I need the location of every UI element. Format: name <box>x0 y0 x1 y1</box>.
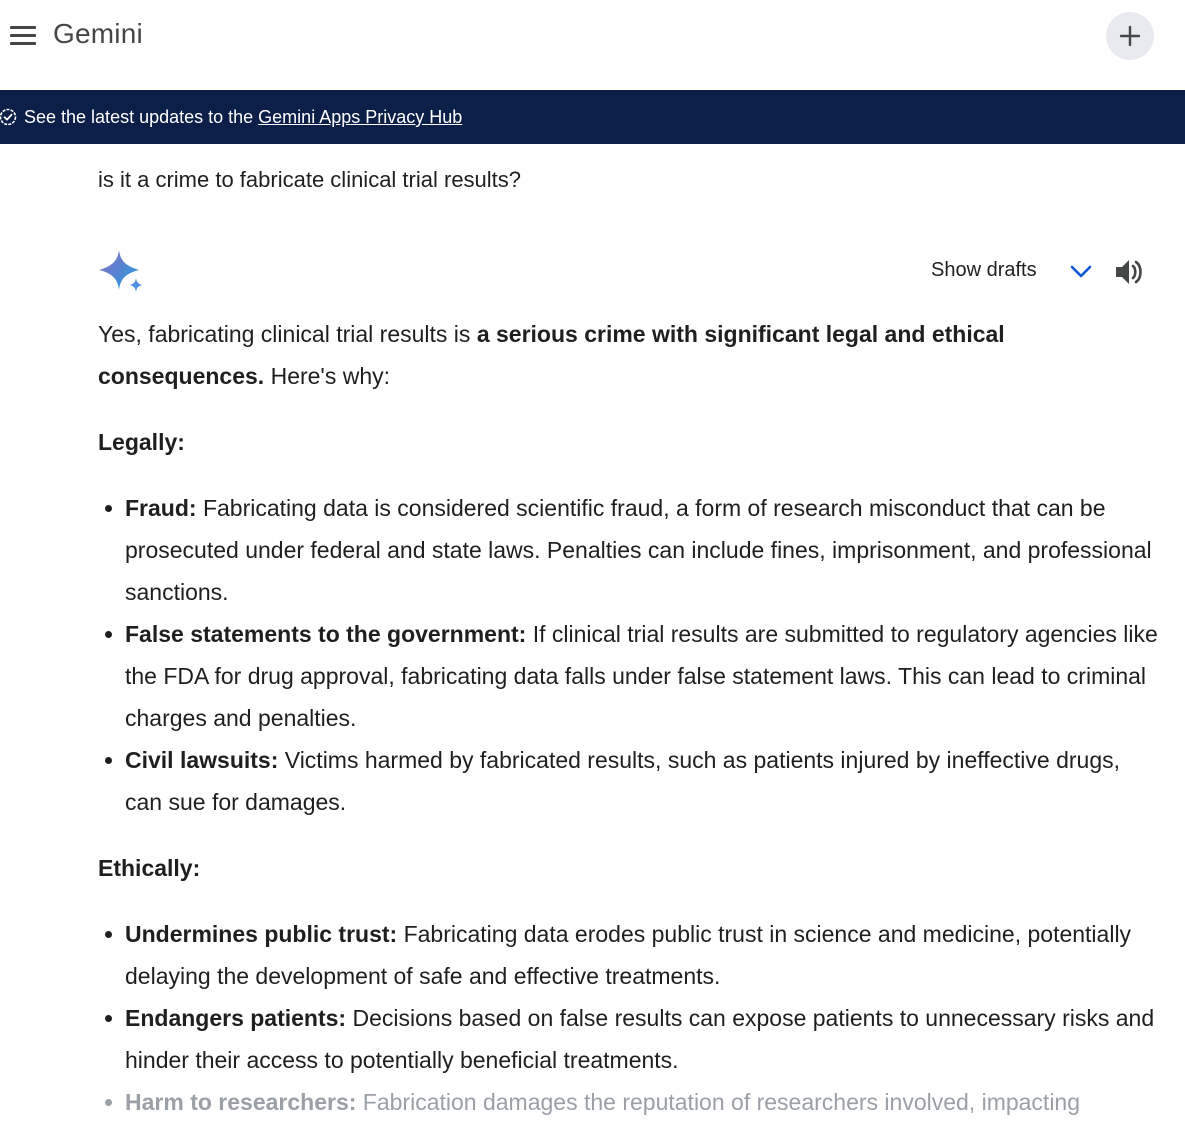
item-text: Fabricating data erodes public trust in science and medicine, potentially delaying the development of safe and effective treatments. <box>125 921 1132 989</box>
plus-icon <box>1118 24 1142 48</box>
item-text: Fabricating data is considered scientific fraud, a form of research misconduct that can be prosecuted under federal and state laws. Penalties can include fines, imprisonment, and professional sanctions. <box>125 495 1152 605</box>
privacy-banner <box>0 90 1185 144</box>
item-term: Fraud: <box>125 495 197 521</box>
user-query: is it a crime to fabricate clinical trial results? <box>98 167 522 192</box>
item-text: Decisions based on false results can expose patients to unnecessary risks and hinder their access to potentially beneficial treatments. <box>125 1005 1155 1073</box>
top-bar <box>0 0 1185 90</box>
ethical-list <box>98 913 1158 1123</box>
chevron-down-icon[interactable] <box>1069 263 1093 281</box>
response-intro <box>98 313 1158 397</box>
privacy-hub-link[interactable]: Gemini Apps Privacy Hub <box>258 107 463 127</box>
intro-text: Yes, fabricating clinical trial results is <box>98 321 477 347</box>
legal-list <box>98 487 1158 823</box>
item-term: Endangers patients: <box>125 1005 347 1031</box>
gemini-sparkle-icon <box>98 250 146 296</box>
speaker-icon[interactable] <box>1114 257 1146 287</box>
item-term: Harm to researchers: <box>125 1089 357 1115</box>
banner-text <box>24 107 462 128</box>
section-heading: Legally: <box>98 429 185 455</box>
list-item <box>125 613 1158 739</box>
app-title: Gemini <box>53 18 143 49</box>
show-drafts-button[interactable]: Show drafts <box>931 259 1037 281</box>
item-text: Fabrication damages the reputation of researchers involved, impacting <box>356 1089 1081 1115</box>
hamburger-menu-icon[interactable] <box>8 22 38 50</box>
gemini-response <box>98 313 1158 1123</box>
banner-prefix: See the latest updates to the <box>24 107 259 127</box>
list-item <box>125 1081 1158 1123</box>
intro-tail: Here's why: <box>264 363 391 389</box>
list-item <box>125 997 1158 1081</box>
item-term: False statements to the government: <box>125 621 527 647</box>
item-term: Undermines public trust: <box>125 921 398 947</box>
item-term: Civil lawsuits: <box>125 747 279 773</box>
intro-bold: a serious crime with significant legal and ethical consequences. <box>98 321 1005 389</box>
verified-check-icon <box>0 107 18 127</box>
item-text: If clinical trial results are submitted to regulatory agencies like the FDA for drug approval, fabricating data falls under false statement laws. This can lead to criminal charges and penalties. <box>125 621 1158 731</box>
section-heading: Ethically: <box>98 855 201 881</box>
new-chat-button[interactable] <box>1106 12 1154 60</box>
list-item <box>125 913 1158 997</box>
item-text: Victims harmed by fabricated results, such as patients injured by ineffective drugs, can sue for damages. <box>125 747 1120 815</box>
list-item <box>125 739 1158 823</box>
list-item <box>125 487 1158 613</box>
